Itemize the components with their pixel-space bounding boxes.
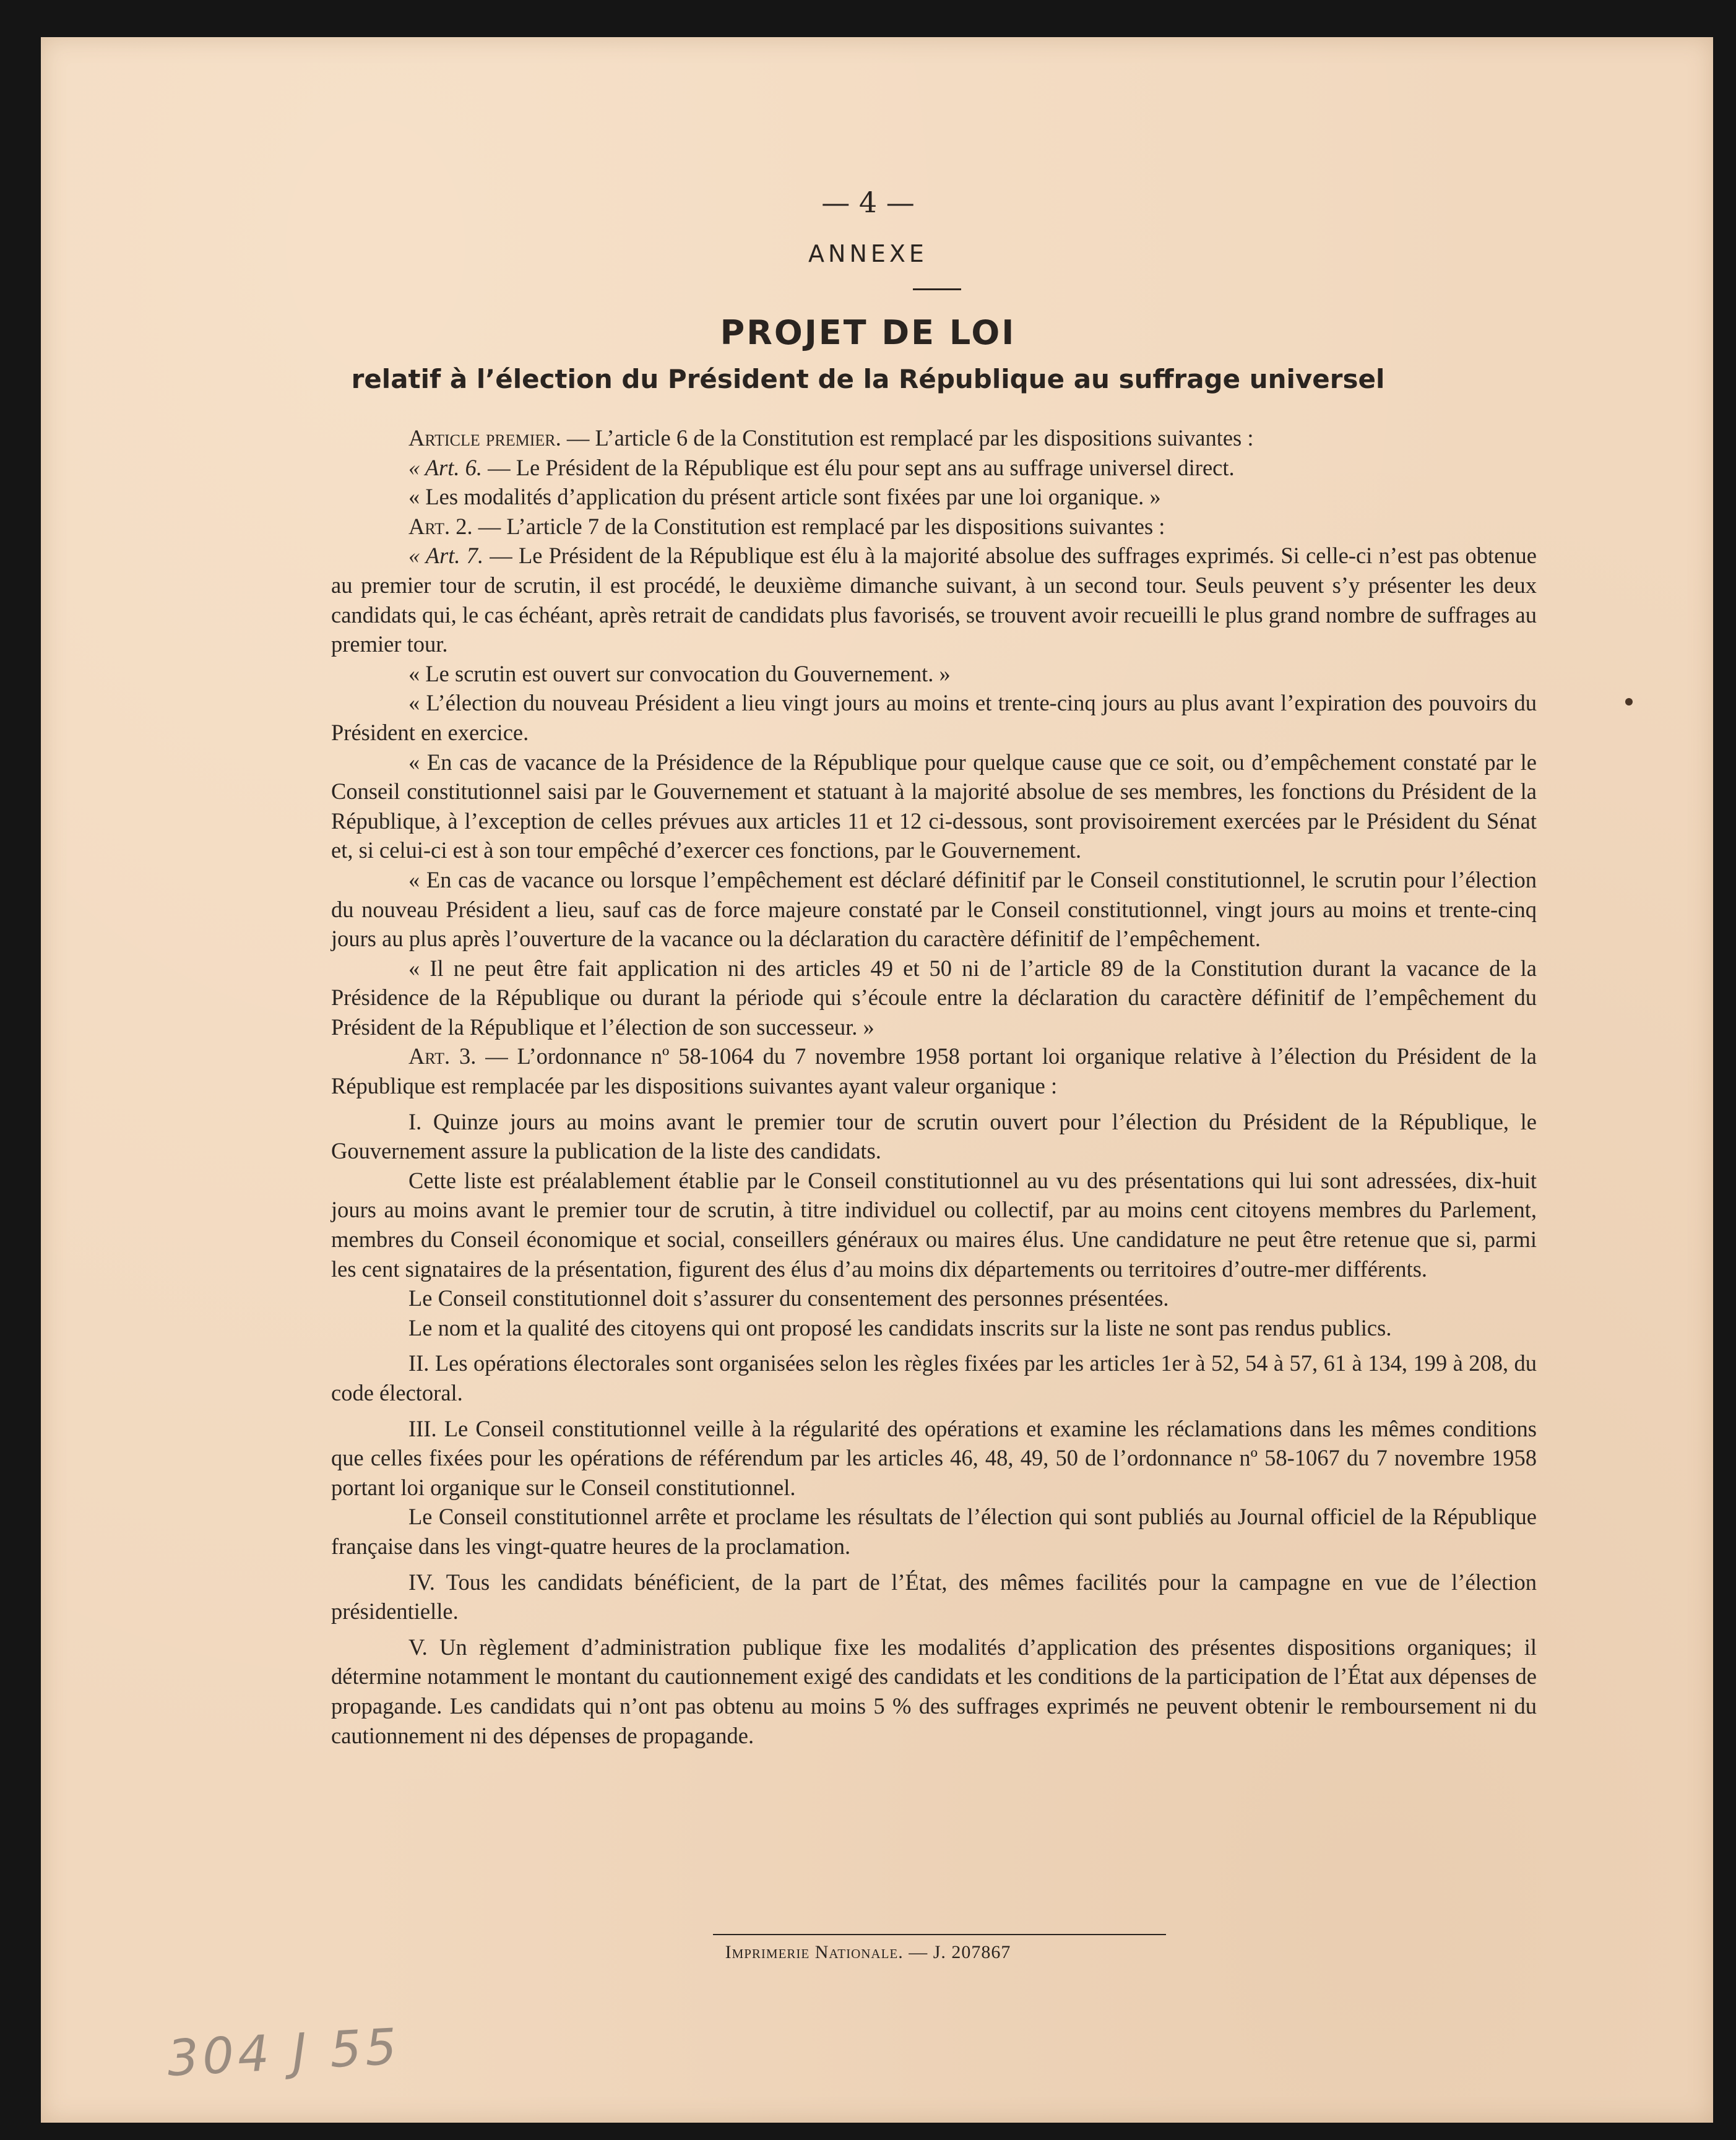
paragraph bbox=[331, 1348, 1537, 1407]
paragraph-text: « Il ne peut être fait application ni des articles 49 et 50 ni de l’article 89 de la Constitution durant la vacance de la Présidence de la République ou durant la période qui s’écoule entre la déclaration du caractère définitif de l’empêchement du Président de la République et l’élection de son successeur. » bbox=[331, 955, 1537, 1040]
paragraph bbox=[331, 1414, 1537, 1503]
body-text bbox=[331, 423, 1537, 1750]
paragraph bbox=[331, 1313, 1537, 1343]
paragraph bbox=[331, 1042, 1537, 1100]
heading-divider bbox=[913, 288, 961, 290]
paragraph-text: Le Conseil constitutionnel arrête et proclame les résultats de l’élection qui sont publiés au Journal officiel de la République française dans les vingt-quatre heures de la proclamation. bbox=[331, 1504, 1537, 1559]
paragraph bbox=[331, 512, 1537, 541]
paragraph-text: Le Conseil constitutionnel doit s’assurer du consentement des personnes présentées. bbox=[408, 1285, 1169, 1311]
handwritten-archive-mark: 304 J 55 bbox=[165, 2017, 402, 2087]
page-number: — 4 — bbox=[821, 186, 915, 219]
paragraph-text: « En cas de vacance de la Présidence de la République pour quelque cause que ce soit, ou d’empêchement constaté par le Conseil constitutionnel saisi par le Gouvernement et statuant à la majorité absolue de ses membres, les fonctions du Président de la République, à l’exception de celles prévues aux articles 11 et 12 ci-dessous, sont provisoirement exercées par le Président du Sénat et, si celui-ci est à son tour empêché d’exercer ces fonctions, par le Gouvernement. bbox=[331, 749, 1537, 863]
paragraph-text: « En cas de vacance ou lorsque l’empêchement est déclaré définitif par le Conseil constitutionnel, le scrutin pour l’élection du nouveau Président a lieu, sauf cas de force majeure constaté par le Conseil constitutionnel, vingt jours au moins et trente-cinq jours au plus après l’ouverture de la vacance ou la déclaration du caractère définitif de l’empêchement. bbox=[331, 866, 1537, 952]
paragraph bbox=[331, 659, 1537, 689]
paragraph bbox=[331, 1633, 1537, 1750]
printer-imprint: Imprimerie Nationale. — J. 207867 bbox=[725, 1942, 1011, 1962]
paragraph-text: Le nom et la qualité des citoyens qui ont proposé les candidats inscrits sur la liste ne sont pas rendus publics. bbox=[408, 1314, 1392, 1340]
document-title: PROJET DE LOI bbox=[720, 313, 1016, 352]
paragraph bbox=[331, 1107, 1537, 1166]
paragraph-text: — L’article 6 de la Constitution est remplacé par les dispositions suivantes : bbox=[561, 425, 1254, 451]
paper-stain bbox=[1625, 698, 1633, 705]
paragraph-text: II. Les opérations électorales sont organisées selon les règles fixées par les articles 1er à 52, 54 à 57, 61 à 134, 199 à 208, du code électoral. bbox=[331, 1350, 1537, 1405]
document-subtitle: relatif à l’élection du Président de la République au suffrage universel bbox=[351, 364, 1385, 394]
paragraph bbox=[331, 1568, 1537, 1626]
paragraph bbox=[331, 541, 1537, 658]
paragraph-lead: Art. 3. bbox=[408, 1043, 477, 1069]
paragraph bbox=[331, 423, 1537, 453]
paragraph-text: « Les modalités d’application du présent article sont fixées par une loi organique. » bbox=[408, 484, 1161, 510]
paragraph bbox=[331, 453, 1537, 483]
paragraph bbox=[331, 1502, 1537, 1561]
footer-divider bbox=[713, 1934, 1166, 1935]
paragraph-text: — Le Président de la République est élu à la majorité absolue des suffrages exprimés. Si celle-ci n’est pas obtenue au premier tour de scrutin, il est procédé, le deuxième dimanche suivant, à un second tour. Seuls peuvent s’y présenter les deux candidats qui, le cas échéant, après retrait de candidats plus favorisés, se trouvent avoir recueilli le plus grand nombre de suffrages au premier tour. bbox=[331, 543, 1537, 657]
paragraph-text: III. Le Conseil constitutionnel veille à la régularité des opérations et examine les réclamations dans les mêmes conditions que celles fixées pour les opérations de référendum par les articles 46, 48, 49, 50 de l’ordonnance nº 58-1067 du 7 novembre 1958 portant loi organique sur le Conseil constitutionnel. bbox=[331, 1415, 1537, 1500]
paragraph-lead: Article premier. bbox=[408, 425, 561, 451]
paragraph bbox=[331, 482, 1537, 512]
paragraph-text: — Le Président de la République est élu pour sept ans au suffrage universel direct. bbox=[482, 454, 1235, 480]
paragraph-text: Cette liste est préalablement établie par le Conseil constitutionnel au vu des présentations qui lui sont adressées, dix-huit jours au moins avant le premier tour de scrutin, à titre individuel ou collectif, par au moins cent citoyens membres du Parlement, membres du Conseil économique et social, conseillers généraux ou maires élus. Une candidature ne peut être retenue que si, parmi les cent signataires de la présentation, figurent des élus d’au moins dix départements ou territoires d’outre-mer différents. bbox=[331, 1167, 1537, 1282]
paragraph-lead: « Art. 7. bbox=[408, 543, 484, 569]
paragraph-lead: Art. 2. bbox=[408, 513, 473, 539]
paragraph bbox=[331, 1284, 1537, 1313]
paragraph-text: — L’ordonnance nº 58-1064 du 7 novembre 1958 portant loi organique relative à l’élection du Président de la République est remplacée par les dispositions suivantes ayant valeur organique : bbox=[331, 1043, 1537, 1099]
paragraph bbox=[331, 865, 1537, 954]
paragraph bbox=[331, 688, 1537, 747]
paragraph-text: — L’article 7 de la Constitution est remplacé par les dispositions suivantes : bbox=[472, 513, 1165, 539]
paragraph bbox=[331, 1166, 1537, 1284]
paragraph-text: I. Quinze jours au moins avant le premier tour de scrutin ouvert pour l’élection du Président de la République, le Gouvernement assure la publication de la liste des candidats. bbox=[331, 1108, 1537, 1164]
paragraph-text: V. Un règlement d’administration publique fixe les modalités d’application des présentes dispositions organiques; il détermine notamment le montant du cautionnement exigé des candidats et les conditions de la participation de l’État aux dépenses de propagande. Les candidats qui n’ont pas obtenu au moins 5 % des suffrages exprimés ne peuvent obtenir le remboursement ni du cautionnement ni des dépenses de propagande. bbox=[331, 1634, 1537, 1748]
paragraph-text: « Le scrutin est ouvert sur convocation du Gouvernement. » bbox=[408, 660, 951, 686]
paragraph-text: IV. Tous les candidats bénéficient, de la part de l’État, des mêmes facilités pour la campagne en vue de l’élection présidentielle. bbox=[331, 1569, 1537, 1624]
paragraph bbox=[331, 954, 1537, 1042]
annexe-heading: ANNEXE bbox=[808, 240, 928, 267]
paragraph-lead: « Art. 6. bbox=[408, 454, 482, 480]
paragraph-text: « L’élection du nouveau Président a lieu vingt jours au moins et trente-cinq jours au plus avant l’expiration des pouvoirs du Président en exercice. bbox=[331, 690, 1537, 745]
paragraph bbox=[331, 748, 1537, 865]
